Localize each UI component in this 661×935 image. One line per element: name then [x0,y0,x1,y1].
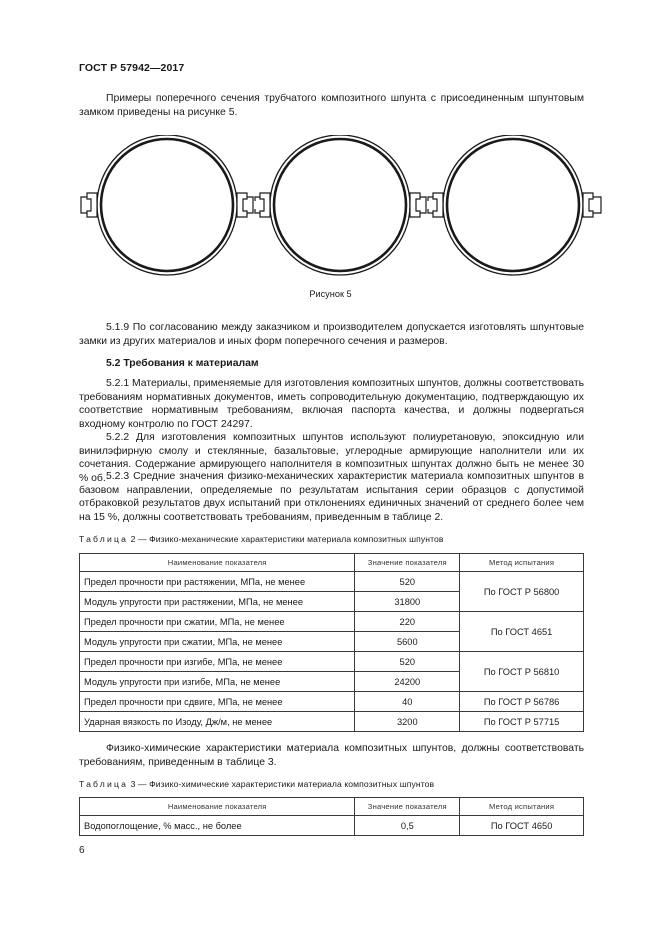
paragraph-5-2-3-text: 5.2.3 Средние значения физико-механических характеристик материала композитных шпунтов в базовом направлении, определяемые по результатам испытания серии образцов с допустимой отбраковкой результатов двух испытаний при отклонениях единичных значений от среднего более чем на 15 %, должны соответствовать требованиям, приведенным в таблице 2. [79,471,584,523]
table-row [80,652,584,672]
lock-left-pile-3 [433,193,443,217]
row-method: По ГОСТ Р 56800 [460,572,584,612]
row-value: 40 [355,692,460,712]
row-value: 220 [355,612,460,632]
lock-right-pile-3 [583,193,593,217]
table-3-label: Таблица [79,779,129,789]
figure-5-sheet-pile-cross-sections [75,135,615,285]
row-value: 0,5 [355,816,460,836]
row-name: Модуль упругости при сжатии, МПа, не менее [80,632,355,652]
row-method: По ГОСТ 4650 [460,816,584,836]
column-header: Значение показателя [355,798,460,816]
paragraph-physchem-text: Физико-химические характеристики материала композитных шпунтов, должны соответствовать требованиям, приведенным в таблице 3. [79,743,584,768]
table-3-caption [79,779,434,789]
table-row [80,572,584,592]
intro-paragraph [79,92,584,119]
row-value: 24200 [355,672,460,692]
pile-3 [443,135,583,275]
lock-right-pile-2 [410,193,420,217]
table-3 [79,797,584,836]
row-name: Водопоглощение, % масс., не более [80,816,355,836]
page-number: 6 [79,845,85,856]
row-name: Модуль упругости при растяжении, МПа, не менее [80,592,355,612]
paragraph-5-1-9 [79,321,584,348]
row-name: Ударная вязкость по Изоду, Дж/м, не менее [80,712,355,732]
row-method: По ГОСТ Р 56786 [460,692,584,712]
row-name: Модуль упругости при изгибе, МПа, не менее [80,672,355,692]
pile-1 [97,135,237,275]
row-name: Предел прочности при сжатии, МПа, не менее [80,612,355,632]
row-value: 31800 [355,592,460,612]
table-row [80,816,584,836]
intro-text: Примеры поперечного сечения трубчатого композитного шпунта с присоединенным шпунтовым замком приведены на рисунке 5. [79,93,584,118]
pile-2 [270,135,410,275]
lock-right-pile-1 [237,193,247,217]
paragraph-physchem [79,742,584,769]
section-title-5-2: 5.2 Требования к материалам [106,358,259,369]
lock-left-pile-1 [87,193,97,217]
row-method: По ГОСТ 4651 [460,612,584,652]
paragraph-5-2-2-text: 5.2.2 Для изготовления композитных шпунтов используют полиуретановую, эпоксидную или винилэфирную смолу и стеклянные, базальтовые, углеродные армирующие наполнители или их сочетания. Содержание армирующего наполнителя в композитных шпунтах должно быть не менее 30 % об. [79,432,584,484]
table-row [80,692,584,712]
paragraph-5-2-3 [79,470,584,524]
table-row [80,612,584,632]
document-code-header: ГОСТ Р 57942—2017 [79,62,185,74]
table-row [80,712,584,732]
row-value: 520 [355,652,460,672]
row-method: По ГОСТ Р 56810 [460,652,584,692]
column-header: Метод испытания [460,554,584,572]
paragraph-5-2-1-text: 5.2.1 Материалы, применяемые для изготовления композитных шпунтов, должны соответствовать требованиям нормативных документов, иметь сопроводительную документацию, подтверждающую их соответствие нормативным требованиям, включая паспорта качества, и должны подвергаться входному контролю по ГОСТ 24297. [79,378,584,430]
table-3-caption-text: 3 — Физико-химические характеристики материала композитных шпунтов [128,779,435,789]
row-name: Предел прочности при сдвиге, МПа, не менее [80,692,355,712]
column-header: Метод испытания [460,798,584,816]
row-value: 3200 [355,712,460,732]
row-value: 520 [355,572,460,592]
lock-left-pile-2 [260,193,270,217]
table-2 [79,553,584,732]
row-name: Предел прочности при растяжении, МПа, не менее [80,572,355,592]
table-2-label: Таблица [79,534,129,544]
row-name: Предел прочности при изгибе, МПа, не менее [80,652,355,672]
row-method: По ГОСТ Р 57715 [460,712,584,732]
column-header: Наименование показателя [80,554,355,572]
paragraph-5-2-1 [79,377,584,431]
table-header-row [80,554,584,572]
table-2-caption-text: 2 — Физико-механические характеристики материала композитных шпунтов [128,534,444,544]
row-value: 5600 [355,632,460,652]
table-header-row [80,798,584,816]
column-header: Значение показателя [355,554,460,572]
paragraph-5-1-9-text: 5.1.9 По согласованию между заказчиком и производителем допускается изготовлять шпунтовые замки из других материалов и иных форм поперечного сечения и размеров. [79,322,584,347]
figure-caption: Рисунок 5 [309,289,352,299]
table-2-caption [79,534,444,544]
column-header: Наименование показателя [80,798,355,816]
